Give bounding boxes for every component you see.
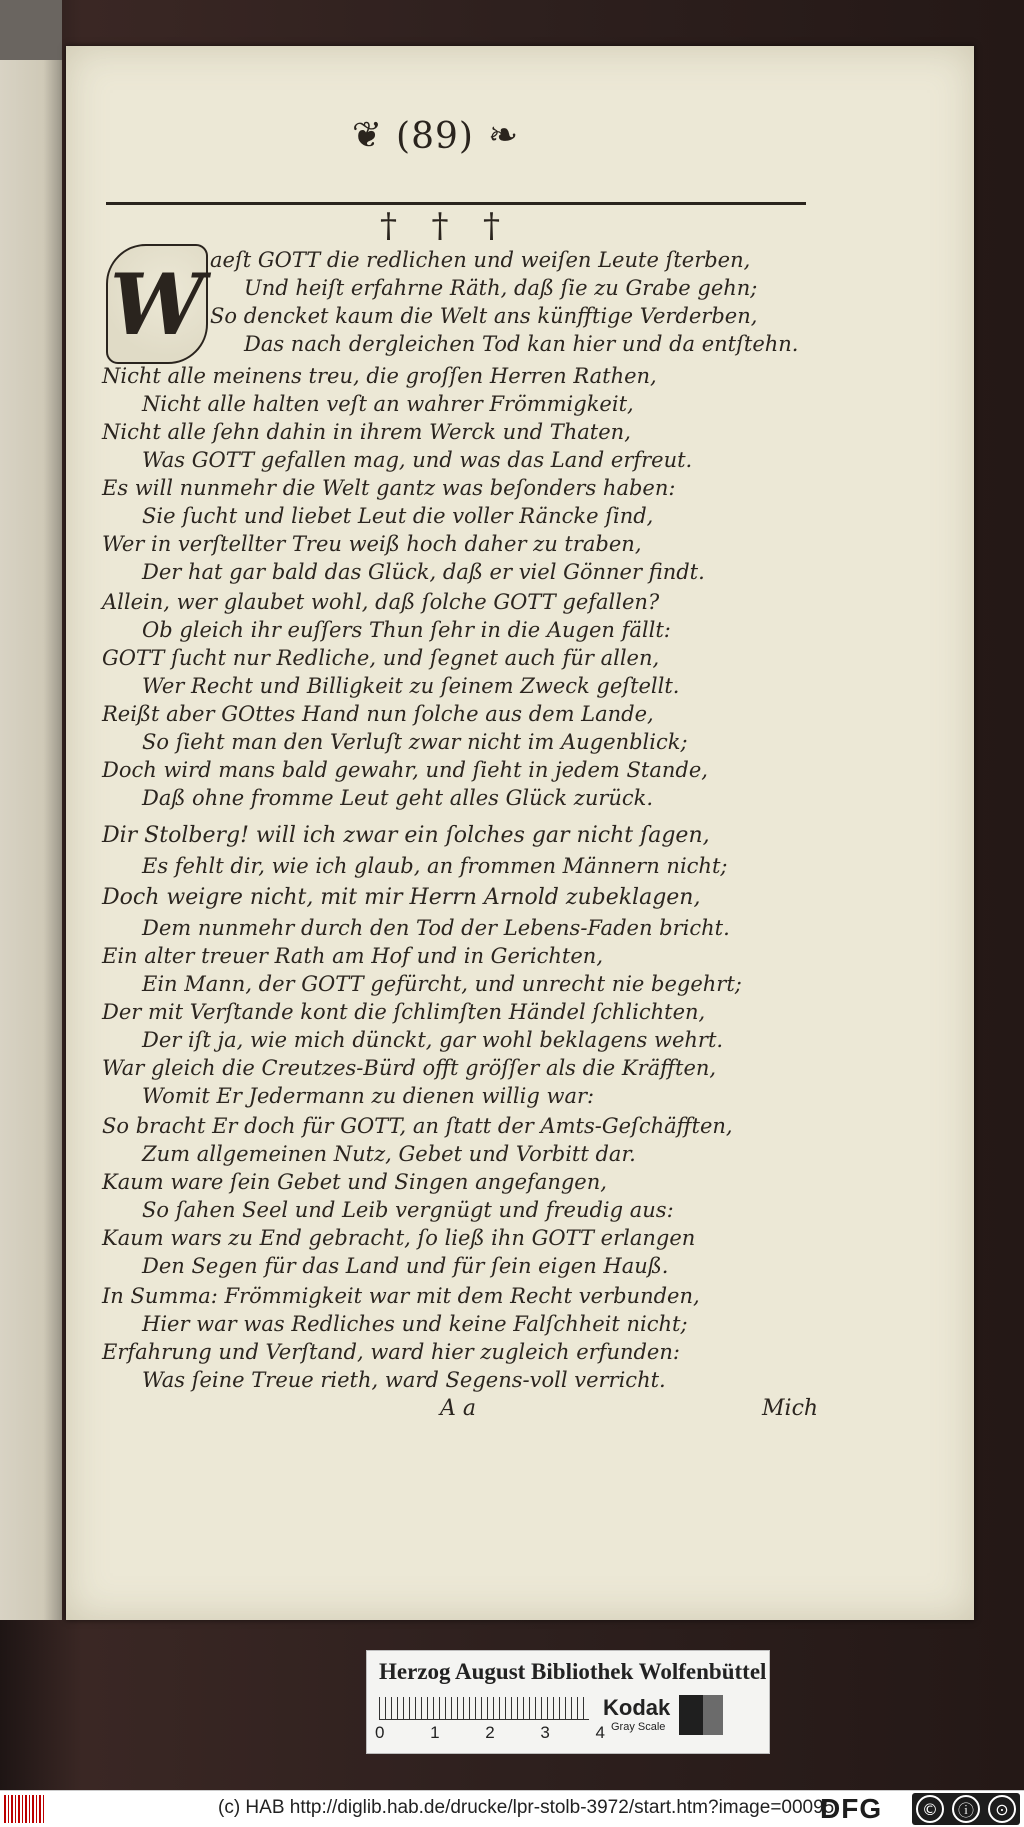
poem-line: Dir Stolberg! will ich zwar ein ſolches gar nicht ſagen,	[102, 823, 710, 848]
ruler-number: 4	[595, 1723, 605, 1742]
poem-line: Was ſeine Treue rieth, ward Segens-voll verricht.	[142, 1368, 666, 1392]
ruler-numbers	[375, 1723, 605, 1743]
poem-line: Und heiſt erfahrne Räth, daß ſie zu Grabe gehn;	[244, 276, 758, 300]
cc-license-badge[interactable]	[912, 1793, 1020, 1825]
poem-line: Es fehlt dir, wie ich glaub, an frommen Männern nicht;	[142, 854, 728, 878]
header-rule	[106, 202, 806, 205]
poem-line: In Summa: Frömmigkeit war mit dem Recht verbunden,	[102, 1284, 700, 1308]
poem-line: So ſahen Seel und Leib vergnügt und freudig aus:	[142, 1198, 674, 1222]
gray-scale-label: Gray Scale	[611, 1721, 666, 1733]
sa-icon: ⊙	[988, 1795, 1016, 1823]
poem-line: Was GOTT gefallen mag, und was das Land erfreut.	[142, 448, 693, 472]
poem-line: War gleich die Creutzes-Bürd offt gröſſer als die Kräfften,	[102, 1056, 717, 1080]
poem-line: Daß ohne fromme Leut geht alles Glück zurück.	[142, 786, 654, 810]
poem-line: Der iſt ja, wie mich dünckt, gar wohl beklagens wehrt.	[142, 1028, 724, 1052]
poem-line: Doch wird mans bald gewahr, und ſieht in jedem Stande,	[102, 758, 708, 782]
library-name: Herzog August Bibliothek Wolfenbüttel	[379, 1659, 767, 1684]
barcode-icon	[4, 1795, 46, 1823]
signature-mark: A a	[440, 1396, 476, 1421]
gray-swatch-mid	[703, 1695, 723, 1735]
ruler-number: 3	[540, 1723, 550, 1742]
poem-line: Wer Recht und Billigkeit zu ſeinem Zweck geſtellt.	[142, 674, 680, 698]
poem-line: So ſieht man den Verluſt zwar nicht im Augenblick;	[142, 730, 688, 754]
ruler-number: 2	[485, 1723, 495, 1742]
poem-line: Erfahrung und Verſtand, ward hier zugleich erfunden:	[102, 1340, 680, 1364]
ornament-left-icon: ❦	[351, 115, 383, 156]
poem-line: Es will nunmehr die Welt gantz was beſonders haben:	[102, 476, 676, 500]
poem-line: Den Segen für das Land und für ſein eigen Hauß.	[142, 1254, 669, 1278]
poem-line: Doch weigre nicht, mit mir Herrn Arnold zubeklagen,	[102, 885, 701, 910]
catchword: Mich	[762, 1396, 819, 1421]
poem-line: Sie ſucht und liebet Leut die voller Räncke ſind,	[142, 504, 654, 528]
poem-line: Ob gleich ihr euſſers Thun ſehr in die Augen fällt:	[142, 618, 671, 642]
poem-line: Zum allgemeinen Nutz, Gebet und Vorbitt dar.	[142, 1142, 636, 1166]
poem-line: Dem nunmehr durch den Tod der Lebens-Faden bricht.	[142, 916, 730, 940]
poem-line: Hier war was Redliches und keine Falſchheit nicht;	[142, 1312, 688, 1336]
poem-line: Allein, wer glaubet wohl, daß ſolche GOTT gefallen?	[102, 590, 660, 614]
cross-icon: †	[483, 206, 500, 246]
measurement-ruler	[379, 1697, 589, 1720]
decorated-initial: W	[106, 244, 208, 364]
poem-line: Ein alter treuer Rath am Hof und in Gerichten,	[102, 944, 603, 968]
ornament-right-icon: ❧	[487, 115, 519, 156]
poem-line: Kaum ware ſein Gebet und Singen angefangen,	[102, 1170, 607, 1194]
dfg-logo: DFG	[820, 1793, 883, 1824]
cross-icon: †	[380, 206, 397, 246]
poem-line: Womit Er Jedermann zu dienen willig war:	[142, 1084, 595, 1108]
poem-line: So bracht Er doch für GOTT, an ſtatt der Amts-Geſchäfften,	[102, 1114, 733, 1138]
poem-line: Nicht alle meinens treu, die groſſen Herren Rathen,	[102, 364, 657, 388]
crosses	[380, 206, 500, 246]
page-number: (89)	[396, 115, 474, 157]
cross-icon: †	[431, 206, 449, 246]
color-calibration-bar	[366, 1650, 770, 1754]
poem-line: Der hat gar bald das Glück, daß er viel Gönner findt.	[142, 560, 705, 584]
poem-line: GOTT ſucht nur Redliche, und ſegnet auch für allen,	[102, 646, 660, 670]
gray-swatch-dark	[679, 1695, 703, 1735]
poem-line: Das nach dergleichen Tod kan hier und da entſtehn.	[244, 332, 799, 356]
poem-line: Wer in verſtellter Treu weiß hoch daher zu traben,	[102, 532, 642, 556]
ruler-number: 0	[375, 1723, 385, 1742]
by-icon: ⓘ	[952, 1795, 980, 1823]
ruler-number: 1	[430, 1723, 440, 1742]
previous-page-edge	[0, 60, 62, 1620]
poem-line: So dencket kaum die Welt ans künfftige Verderben,	[210, 304, 758, 328]
poem-line: Nicht alle ſehn dahin in ihrem Werck und Thaten,	[102, 420, 631, 444]
poem-line: Nicht alle halten veſt an wahrer Frömmigkeit,	[142, 392, 634, 416]
poem-line: Ein Mann, der GOTT gefürcht, und unrecht nie begehrt;	[142, 972, 742, 996]
cc-icon: ©	[916, 1795, 944, 1823]
source-credit[interactable]: (c) HAB http://diglib.hab.de/drucke/lpr-stolb-3972/start.htm?image=00095	[218, 1797, 835, 1818]
poem-line: Der mit Verſtande kont die ſchlimſten Händel ſchlichten,	[102, 1000, 706, 1024]
poem-line: aeſt GOTT die redlichen und weiſen Leute ſterben,	[210, 248, 751, 272]
kodak-brand: Kodak	[603, 1695, 671, 1720]
page-header	[330, 108, 540, 164]
poem-line: Reißt aber GOttes Hand nun ſolche aus dem Lande,	[102, 702, 654, 726]
previous-page-top	[0, 0, 62, 60]
footer-bar	[0, 1790, 1024, 1827]
poem-line: Kaum wars zu End gebracht, ſo ließ ihn GOTT erlangen	[102, 1226, 696, 1250]
